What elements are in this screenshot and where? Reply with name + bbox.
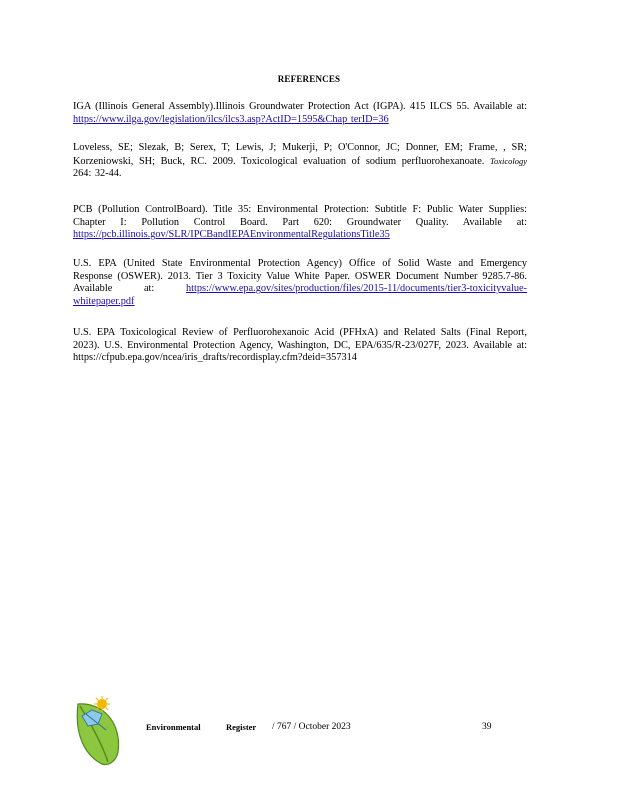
reference-text: IGA (Illinois General Assembly).Illinois Groundwater Protection Act (IGPA). 415 ILCS 55. Available at: [73,101,527,112]
footer-title-register: Register [226,722,257,732]
footer-title-environmental: Environmental [146,722,201,732]
reference-link-ilga[interactable]: https://www.ilga.gov/legislation/ilcs/ilcs3.asp?ActID=1595&Chap terID=36 [73,113,389,125]
reference-text: PCB (Pollution ControlBoard). Title 35: Environmental Protection: Subtitle F: Public Water Supplies: Chapter I: Pollution Control Board. Part 620: Groundwater Quality. Available at: [73,204,527,228]
references-heading: REFERENCES [277,74,341,84]
illinois-leaf-logo-icon [72,696,124,766]
reference-text: U.S. EPA (United State Environmental Protection Agency) Office of Solid Waste and Emergency Response (OSWER). 2013. Tier 3 Toxicity Value White Paper. OSWER Document Number 9285.7-86. Available at: [73,258,527,295]
page-footer [0,718,618,758]
journal-name: Toxicology [490,155,527,166]
reference-citation-tail: 264: 32-44. [73,168,122,180]
reference-text: U.S. EPA Toxicological Review of Perfluorohexanoic Acid (PFHxA) and Related Salts (Final Report, 2023). U.S. Environmental Protection Agency, Washington, DC, EPA/635/R-23/027F, 2023. Available at: https://cfpub.epa.gov/ncea/iris_drafts/recordisplay.cfm?deid=357314 [73,327,527,364]
reference-loveless [73,142,527,181]
reference-epa-oswer [73,258,527,308]
reference-link-pcb[interactable]: https://pcb.illinois.gov/SLR/IPCBandIEPAEnvironmentalRegulationsTitle35 [73,229,390,241]
reference-link-epa-whitepaper[interactable]: https://www.epa.gov/sites/production/files/2015-11/documents/tier3-toxicityvalue-whitepaper.pdf [73,283,527,307]
reference-iga [73,101,527,126]
reference-pcb [73,204,527,242]
reference-epa-pfhxa [73,327,527,365]
page-number: 39 [482,722,492,732]
footer-issue: / 767 / October 2023 [272,722,351,732]
reference-text: Loveless, SE; Slezak, B; Serex, T; Lewis, J; Mukerji, P; O'Connor, JC; Donner, EM; Frame, , SR; Korzeniowski, SH; Buck, RC. 2009. Toxicological evaluation of sodium perfluorohexanoate. [73,142,527,167]
